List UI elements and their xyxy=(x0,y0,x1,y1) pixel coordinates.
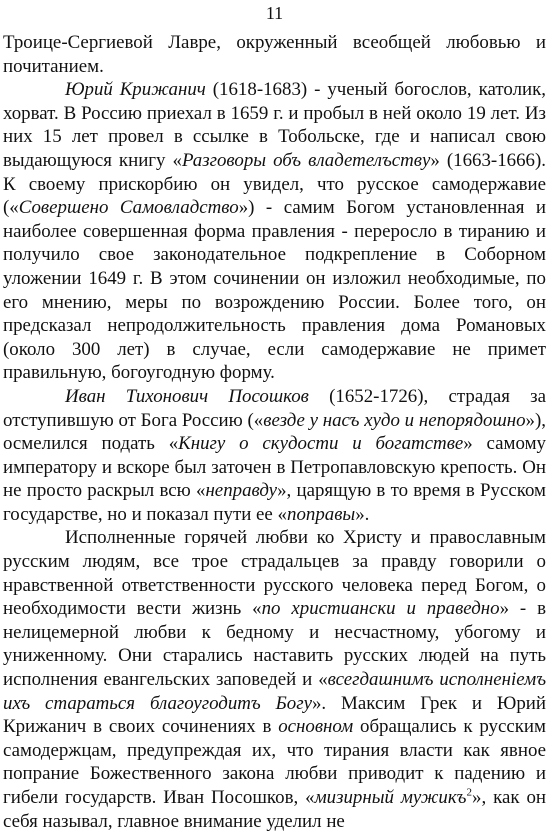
italic-text: неправду xyxy=(205,480,278,502)
body-text: »), осмелился подать « xyxy=(3,409,546,455)
italic-text: Иван Тихонович Посошков xyxy=(65,385,309,407)
italic-text: всегдашнимъ исполненіемъ ихъ стараться благоугодитъ Богу xyxy=(3,669,546,714)
paragraph-2 xyxy=(3,78,546,385)
body-text: обращались к русским самодержцам, предупреждая их, что тирания власти как явное попрание Божественного закона любви приводит к падению и гибели государств. Иван Посошков, « xyxy=(3,716,546,808)
body-text: ». xyxy=(355,503,370,525)
body-text: Троице-Сергиевой Лавре, окруженный всеобщей любовью и почитанием. xyxy=(3,32,546,77)
italic-text: везде у насъ худо и непорядошно xyxy=(263,409,526,431)
italic-text: Совершено Самовладство xyxy=(18,197,239,219)
body-text: (1652-1726), страдая за отступившую от Бога Россию (« xyxy=(3,385,546,431)
body-text: » - в нелицемерной любви к бедному и несчастному, убогому и униженному. Они старались наставить русских людей на путь исполнения евангельских заповедей и « xyxy=(3,598,546,691)
paragraph-1 xyxy=(3,31,546,78)
italic-text: Разговоры объ владетелъству xyxy=(181,149,431,171)
italic-text: Юрий Крижанич xyxy=(65,79,206,101)
body-text: Исполненные горячей любви ко Христу и православным русским людям, все трое страдальцев за правду говорили о нравственной ответственности русского человека перед Богом, о необходимости вести жизнь « xyxy=(3,527,546,620)
body-text: ») - самим Богом установленная и наиболее совершенная форма правления - переросло в тиранию и получило свое законодательное подкрепление в Соборном уложении 1649 г. В этом сочинении он изложил необходимые, по его мнению, меры по возрождению России. Более того, он предсказал непродолжительность правления дома Романовых (около 300 лет) в случае, если самодержавие не примет правильную, богоугодную форму. xyxy=(3,197,546,384)
italic-text: основном xyxy=(278,716,354,738)
italic-text: мизирный мужикъ xyxy=(314,787,467,808)
italic-text: Книгу о скудости и богатстве xyxy=(178,433,464,455)
italic-text: по христиански и праведно xyxy=(261,598,500,620)
footnote-mark: 2 xyxy=(466,786,472,799)
body-text: », как он себя называл, главное внимание уделил не xyxy=(3,787,546,832)
body-text: ». Максим Грек и Юрий Крижанич в своих сочинениях в xyxy=(3,692,547,738)
body-text: » (1663-1666). К своему прискорбию он увидел, что русское самодержавие (« xyxy=(3,149,546,219)
paragraph-4 xyxy=(3,526,546,833)
page-number: 11 xyxy=(265,3,284,23)
body-text: » самому императору и вскоре был заточен в Петропавловскую крепость. Он не просто раскрыл всю « xyxy=(3,433,546,502)
paragraph-3 xyxy=(3,385,546,527)
italic-text: поправы xyxy=(287,503,356,525)
body-text: », царящую в то время в Русском государстве, но и показал пути ее « xyxy=(3,480,546,525)
body-text: (1618-1683) - ученый богослов, католик, хорват. В Россию приехал в 1659 г. и пробыл в ней около 19 лет. Из них 15 лет провел в ссылке в Тобольске, где и написал свою выдающуюся книгу « xyxy=(3,79,547,171)
document-body xyxy=(3,31,546,833)
